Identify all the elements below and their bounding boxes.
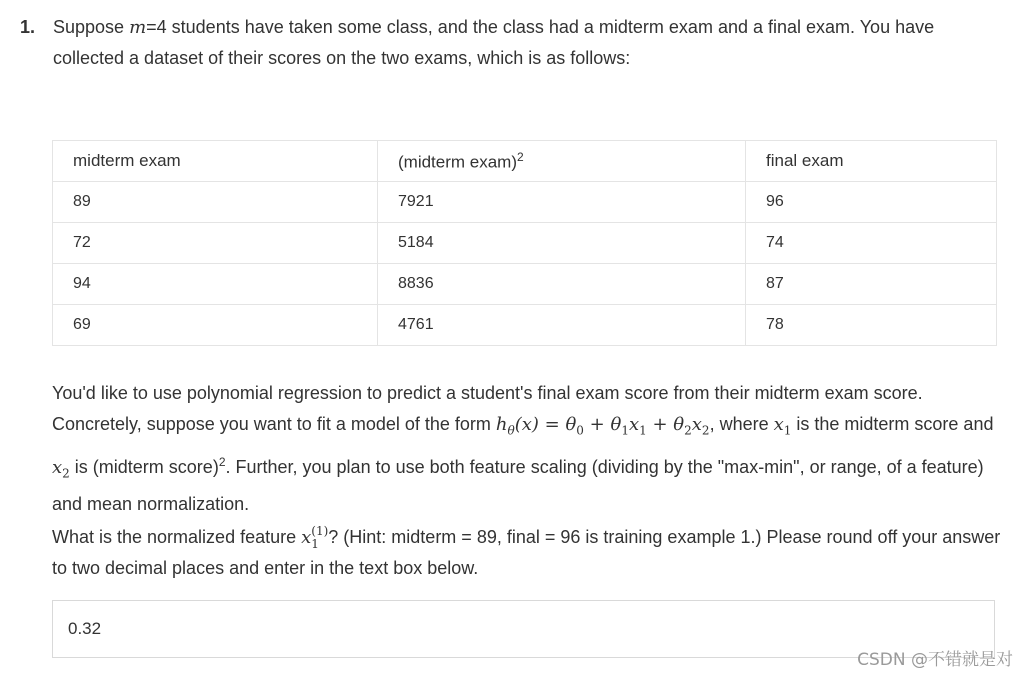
x2-var: x [52, 456, 63, 478]
table-row [53, 182, 997, 223]
cell: 96 [746, 182, 997, 223]
formula-plus2: + [646, 414, 674, 435]
sub-1b: 1 [639, 423, 647, 438]
cell: 4761 [378, 305, 746, 346]
formula-rest: (x) = θ [514, 414, 577, 435]
para1-text-a: You'd like to use polynomial regression to predict a student's final exam score from their midterm exam score. Concretely, suppose you want to fit a model of the form [52, 383, 923, 434]
question-header [20, 12, 970, 73]
cell: 7921 [378, 182, 746, 223]
para2-text-a: What is the normalized feature [52, 527, 302, 547]
squared-sup: 2 [218, 454, 226, 469]
feature-sup: (1) [311, 524, 329, 539]
formula-theta-sub: θ [507, 423, 515, 438]
para2-text-b: ? (Hint: midterm = 89, final = 96 is training example 1.) Please round off your answer to two decimal places and enter in the text box below. [52, 527, 1001, 578]
sub-2b: 2 [701, 423, 710, 438]
scores-table [52, 140, 997, 346]
x2-sub: 2 [62, 466, 70, 481]
cell: 87 [746, 264, 997, 305]
feature-scripts [311, 525, 328, 551]
cell: 74 [746, 223, 997, 264]
para1-text-d: is (midterm score) [69, 456, 219, 477]
header-sup: 2 [517, 149, 524, 164]
header-midterm-squared-label: (midterm exam) [398, 152, 518, 172]
formula-plus: + [583, 414, 611, 435]
x1-var: x [773, 414, 784, 435]
m-variable: m [129, 17, 147, 38]
cell: 94 [53, 264, 378, 305]
answer-input[interactable] [52, 600, 995, 658]
watermark: CSDN @不错就是对 [857, 650, 1013, 670]
cell: 78 [746, 305, 997, 346]
model-description [52, 378, 1002, 520]
intro-text-b: =4 students have taken some class, and the class had a midterm exam and a final exam. You have collected a dataset of their scores on the two exams, which is as follows: [53, 17, 935, 68]
header-midterm-squared [378, 141, 746, 182]
header-midterm: midterm exam [53, 141, 378, 182]
question-intro [53, 12, 970, 73]
formula-theta2: θ [673, 414, 685, 435]
feature-var: x [301, 527, 312, 548]
formula-h: h [495, 414, 508, 435]
sub-0: 0 [576, 423, 584, 438]
cell: 8836 [378, 264, 746, 305]
table-header-row [53, 141, 997, 182]
question-prompt [52, 522, 1002, 584]
table-row [53, 223, 997, 264]
intro-text-a: Suppose [53, 17, 130, 37]
sub-2: 2 [684, 423, 692, 438]
question-number: 1. [20, 17, 36, 37]
table-row [53, 305, 997, 346]
cell: 89 [53, 182, 378, 223]
para1-text-e: . Further, you plan to use both feature scaling (dividing by the "max-min", or range, of a feature) and mean normalization. [52, 456, 984, 515]
cell: 69 [53, 305, 378, 346]
formula-x1: x [628, 414, 640, 435]
para1-text-b: , where [709, 414, 774, 434]
para1-text-c: is the midterm score and [791, 414, 994, 434]
sub-1: 1 [621, 423, 629, 438]
formula-x2: x [691, 414, 702, 435]
header-final: final exam [746, 141, 997, 182]
cell: 5184 [378, 223, 746, 264]
x1-sub: 1 [783, 423, 792, 438]
feature-sub: 1 [311, 537, 319, 552]
cell: 72 [53, 223, 378, 264]
formula-theta1: θ [610, 414, 622, 435]
table-row [53, 264, 997, 305]
